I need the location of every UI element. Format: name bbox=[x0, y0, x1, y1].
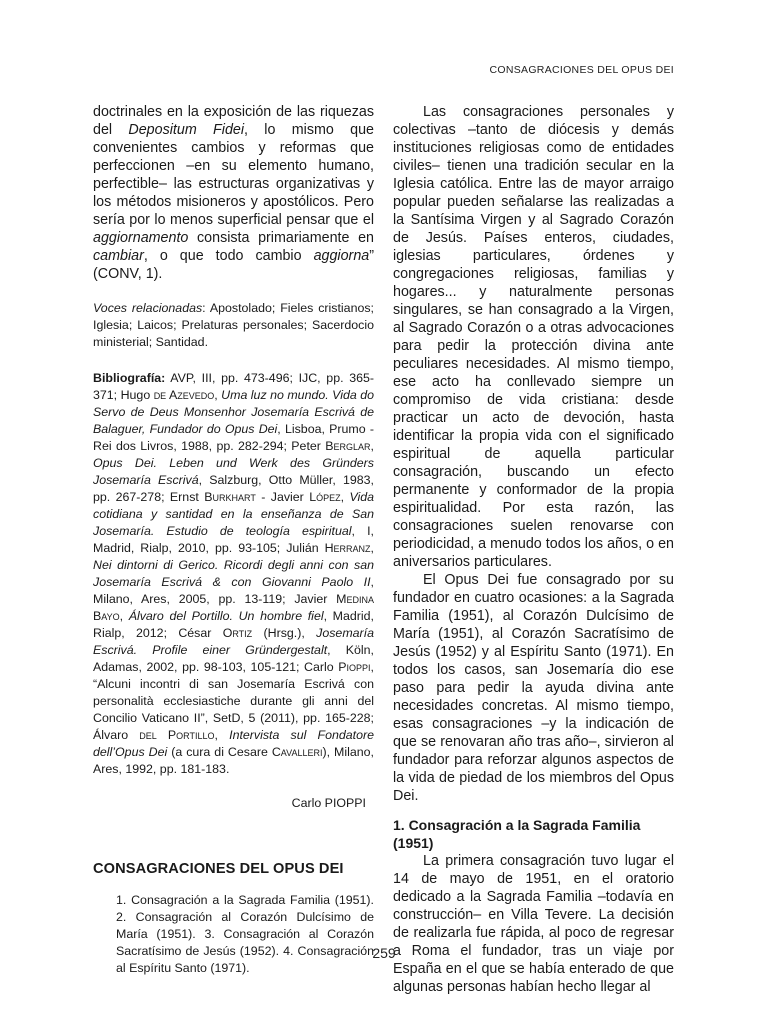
separator: , bbox=[370, 439, 374, 453]
author-name: Burkhart bbox=[204, 490, 256, 504]
italic-run: Depositum Fidei bbox=[128, 122, 245, 138]
text-run: - Javier bbox=[255, 490, 310, 504]
author-name: Cavalleri bbox=[271, 745, 323, 759]
body-paragraph-2: El Opus Dei fue consagrado por su fundador en cuatro ocasiones: a la Sagrada Familia (1951), al Corazón Dulcísimo de María (1951), al Corazón Sacratísimo de Jesús (1952) y al Espíritu Santo (1971). En todos los casos, san Josemaría dio ese paso para pedir la ayuda divina ante necesidades concretas. Al mismo tiempo, esas consagraciones –y la indicación de que se renovaran año tras año–, sirvieron al fundador para reforzar algunos aspectos de la vida de piedad de los miembros del Opus Dei. bbox=[393, 572, 674, 804]
author-signature: Carlo PIOPPI bbox=[291, 796, 366, 810]
text-run: , Salzburg, Otto Müller, 1983, pp. 267-278; Ernst bbox=[93, 473, 374, 504]
right-column bbox=[393, 103, 674, 996]
text-run: (Hrsg.), bbox=[252, 626, 317, 640]
text-run: , “Alcuni incontri di san Josemaría Escrivá con personalità ecclesiastiche durante gli anni del Concilio Vaticano II”, SetD, 5 (2011), pp. 165-228; Álvaro bbox=[93, 660, 374, 742]
author-name: Medina Bayo bbox=[93, 592, 374, 623]
separator: , bbox=[340, 490, 350, 504]
separator: , bbox=[119, 609, 129, 623]
text-run: , Köln, Adamas, 2002, pp. 98-103, 105-121; Carlo bbox=[93, 643, 374, 674]
text-run: doctrinales en la exposición de las riquezas del bbox=[93, 104, 374, 138]
text-run: , Milano, Ares, 2005, pp. 13-119; Javier bbox=[93, 575, 374, 606]
text-run: , Lisboa, Prumo - Rei dos Livros, 1988, pp. 282-294; Peter bbox=[93, 422, 374, 453]
author-name: Herranz bbox=[324, 541, 371, 555]
book-title: Álvaro del Portillo. Un hombre fiel bbox=[128, 609, 324, 623]
book-title: Uma luz no mundo. Vida do Servo de Deus Monsenhor Josemaría Escrivá de Balaguer, Fundador do Opus Dei bbox=[93, 388, 374, 436]
text-run: , o que todo cambio bbox=[143, 248, 314, 264]
related-terms-text: : Apostolado; Fieles cristianos; Iglesia; Laicos; Prelaturas personales; Sacerdocio ministerial; Santidad. bbox=[93, 301, 374, 349]
author-name: del Portillo bbox=[139, 728, 215, 742]
author-name: Berglar bbox=[325, 439, 371, 453]
italic-run: aggiorna bbox=[313, 248, 370, 264]
related-terms-label: Voces relacionadas bbox=[93, 301, 203, 315]
entry-summary: 1. Consagración a la Sagrada Familia (1951). 2. Consagración al Corazón Dulcísimo de María (1951). 3. Consagración al Corazón Sacratísimo de Jesús (1952). 4. Consagración al Espíritu Santo (1971). bbox=[116, 893, 374, 975]
author-name: de Azevedo bbox=[153, 388, 215, 402]
text-run: , Madrid, Rialp, 2012; César bbox=[93, 609, 374, 640]
bibliography-label: Bibliografía: bbox=[93, 371, 166, 385]
intro-paragraph bbox=[93, 103, 374, 283]
book-title: Intervista sul Fondatore dell’Opus Dei bbox=[93, 728, 374, 759]
italic-run: cambiar bbox=[93, 248, 144, 264]
page-number: 259 bbox=[372, 945, 396, 961]
text-run: ” (CONV, 1). bbox=[93, 248, 374, 282]
text-run: consista primariamente en bbox=[188, 230, 374, 246]
separator: , bbox=[214, 728, 230, 742]
book-title: Josemaría Escrivá. Profile einer Gründergestalt bbox=[93, 626, 374, 657]
body-paragraph-1: Las consagraciones personales y colectivas –tanto de diócesis y demás instituciones religiosas como de entidades civiles– tienen una tradición secular en la Iglesia católica. Entre las de mayor arraigo popular pueden señalarse las realizadas a la Santísima Virgen y al Sagrado Corazón de Jesús. Países enteros, ciudades, iglesias particulares, órdenes y congregaciones religiosas, familias y hogares... y naturalmente personas singulares, se han consagrado a la Virgen, al Sagrado Corazón o a otras advocaciones para pedir la protección divina ante peculiares necesidades. Al mismo tiempo, ese acto ha conllevado siempre un compromiso de vida cristiana: desde practicar un acto de devoción, hasta identificar la propia vida con el significado espiritual de aquella particular consagración, buscando un efecto permanente y conformador de la propia espiritualidad. Por esta razón, las consagraciones suelen renovarse con periodicidad, a menudo todos los años, o en aniversarios particulares. bbox=[393, 104, 674, 570]
left-column bbox=[93, 103, 374, 977]
book-title: Nei dintorni di Gerico. Ricordi degli anni con san Josemaría Escrivá & con Giovanni Paolo II bbox=[93, 558, 374, 589]
related-terms bbox=[93, 300, 374, 351]
text-run: , I, Madrid, Rialp, 2010, pp. 93-105; Julián bbox=[93, 524, 374, 555]
book-title: Vida cotidiana y santidad en la enseñanza de San Josemaría. Estudio de teología espiritual bbox=[93, 490, 375, 538]
text-run: , lo mismo que convenientes cambios y reformas que perfeccionen –en su elemento humano, perfectible– las estructuras organizativas y los métodos misioneros y apostólicos. Pero sería por lo menos superficial pensar que el bbox=[93, 122, 374, 228]
separator: , bbox=[370, 541, 374, 555]
author-name: Pioppi bbox=[338, 660, 371, 674]
running-title: CONSAGRACIONES DEL OPUS DEI bbox=[489, 64, 674, 76]
section-heading-1: 1. Consagración a la Sagrada Familia (1951) bbox=[393, 817, 641, 851]
text-run: (a cura di Cesare bbox=[167, 745, 272, 759]
text-run: ), Milano, Ares, 1992, pp. 181-183. bbox=[93, 745, 374, 776]
author-name: López bbox=[309, 490, 341, 504]
body-paragraph-3: La primera consagración tuvo lugar el 14 de mayo de 1951, en el oratorio dedicado a la Sagrada Familia –todavía en construcción– en Villa Tevere. La decisión de realizarla fue rápida, al poco de regresar a Roma el fundador, tras un viaje por España en el que se había enterado de que algunas personas habían hecho llegar al bbox=[393, 853, 674, 995]
entry-title: CONSAGRACIONES DEL OPUS DEI bbox=[93, 861, 344, 877]
book-title: Opus Dei. Leben und Werk des Gründers Josemaría Escrivá bbox=[93, 456, 374, 487]
text-run: AVP, III, pp. 473-496; IJC, pp. 365-371; Hugo bbox=[93, 371, 374, 402]
bibliography bbox=[93, 370, 374, 778]
author-name: Ortiz bbox=[222, 626, 253, 640]
separator: , bbox=[214, 388, 222, 402]
italic-run: aggiornamento bbox=[93, 230, 189, 246]
